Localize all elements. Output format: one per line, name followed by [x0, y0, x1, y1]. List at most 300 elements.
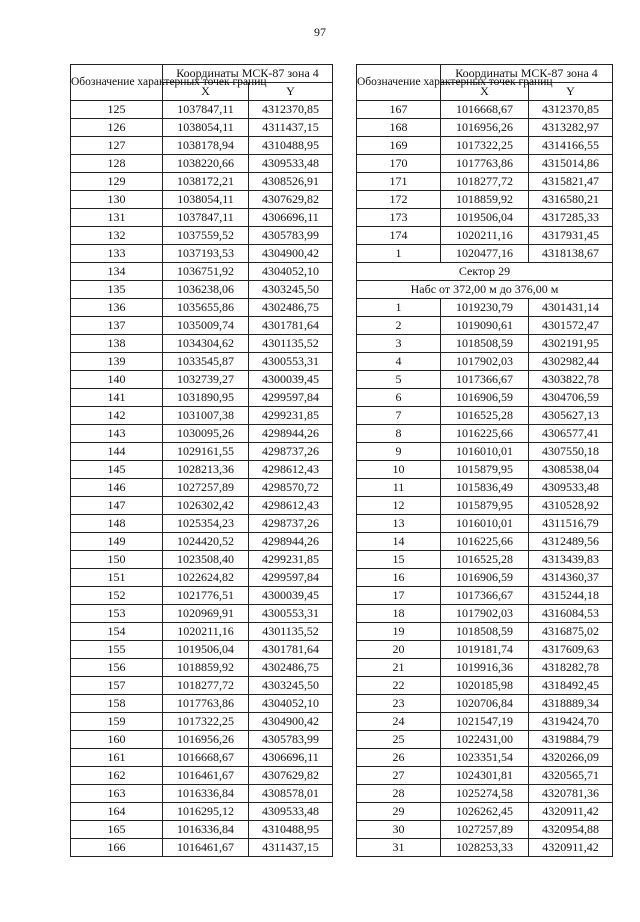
- x-coordinate-cell: 1018508,59: [441, 623, 529, 641]
- point-id-cell: 11: [357, 479, 441, 497]
- x-coordinate-cell: 1035009,74: [163, 317, 249, 335]
- table-row: [357, 533, 613, 551]
- table-row: [71, 821, 333, 839]
- x-coordinate-cell: 1027257,89: [163, 479, 249, 497]
- y-coordinate-cell: 4319424,70: [529, 713, 613, 731]
- point-id-cell: 144: [71, 443, 163, 461]
- point-id-cell: 142: [71, 407, 163, 425]
- table-row: [71, 119, 333, 137]
- x-coordinate-cell: 1019916,36: [441, 659, 529, 677]
- y-coordinate-cell: 4315014,86: [529, 155, 613, 173]
- table-row: [71, 281, 333, 299]
- table-row: [357, 839, 613, 857]
- x-coordinate-cell: 1020211,16: [441, 227, 529, 245]
- point-id-cell: 4: [357, 353, 441, 371]
- y-coordinate-cell: 4317931,45: [529, 227, 613, 245]
- x-coordinate-cell: 1036238,06: [163, 281, 249, 299]
- table-row: [357, 641, 613, 659]
- x-coordinate-cell: 1028213,36: [163, 461, 249, 479]
- point-id-cell: 141: [71, 389, 163, 407]
- sector-title-row: [357, 263, 613, 281]
- x-coordinate-cell: 1017366,67: [441, 587, 529, 605]
- table-row: [71, 317, 333, 335]
- x-coordinate-cell: 1017322,25: [163, 713, 249, 731]
- x-coordinate-cell: 1018859,92: [441, 191, 529, 209]
- point-id-cell: 8: [357, 425, 441, 443]
- x-coordinate-cell: 1029161,55: [163, 443, 249, 461]
- y-coordinate-cell: 4307629,82: [249, 191, 333, 209]
- point-id-cell: 166: [71, 839, 163, 857]
- table-row: [357, 389, 613, 407]
- y-coordinate-cell: 4317285,33: [529, 209, 613, 227]
- point-id-cell: 5: [357, 371, 441, 389]
- y-coordinate-cell: 4320565,71: [529, 767, 613, 785]
- point-id-cell: 173: [357, 209, 441, 227]
- point-id-cell: 165: [71, 821, 163, 839]
- table-row: [71, 371, 333, 389]
- x-coordinate-cell: 1016336,84: [163, 821, 249, 839]
- point-id-cell: 130: [71, 191, 163, 209]
- y-coordinate-cell: 4303245,50: [249, 677, 333, 695]
- point-id-cell: 162: [71, 767, 163, 785]
- x-coordinate-cell: 1033545,87: [163, 353, 249, 371]
- y-coordinate-cell: 4302982,44: [529, 353, 613, 371]
- x-coordinate-cell: 1034304,62: [163, 335, 249, 353]
- table-row: [357, 785, 613, 803]
- x-coordinate-cell: 1016668,67: [163, 749, 249, 767]
- x-coordinate-cell: 1025354,23: [163, 515, 249, 533]
- table-row: [357, 659, 613, 677]
- table-row: [357, 461, 613, 479]
- x-coordinate-cell: 1017902,03: [441, 353, 529, 371]
- table-row: [71, 497, 333, 515]
- table-row: [71, 569, 333, 587]
- table-row: [357, 191, 613, 209]
- y-coordinate-cell: 4300039,45: [249, 371, 333, 389]
- table-row: [71, 173, 333, 191]
- point-id-cell: 24: [357, 713, 441, 731]
- y-coordinate-cell: 4310528,92: [529, 497, 613, 515]
- table-row: [357, 551, 613, 569]
- x-coordinate-cell: 1018859,92: [163, 659, 249, 677]
- point-id-cell: 143: [71, 425, 163, 443]
- x-coordinate-cell: 1016525,28: [441, 407, 529, 425]
- y-coordinate-cell: 4301781,64: [249, 641, 333, 659]
- y-coordinate-cell: 4320911,42: [529, 803, 613, 821]
- point-id-cell: 172: [357, 191, 441, 209]
- y-coordinate-cell: 4320781,36: [529, 785, 613, 803]
- table-row: [71, 533, 333, 551]
- point-id-cell: 26: [357, 749, 441, 767]
- x-coordinate-cell: 1035655,86: [163, 299, 249, 317]
- table-row: [357, 155, 613, 173]
- y-coordinate-cell: 4307629,82: [249, 767, 333, 785]
- y-coordinate-cell: 4303822,78: [529, 371, 613, 389]
- x-coordinate-cell: 1017763,86: [441, 155, 529, 173]
- x-coordinate-cell: 1016336,84: [163, 785, 249, 803]
- x-coordinate-cell: 1018508,59: [441, 335, 529, 353]
- y-coordinate-cell: 4318889,34: [529, 695, 613, 713]
- point-id-cell: 19: [357, 623, 441, 641]
- y-coordinate-cell: 4305783,99: [249, 731, 333, 749]
- y-coordinate-cell: 4307550,18: [529, 443, 613, 461]
- point-id-cell: 158: [71, 695, 163, 713]
- coords-header: Координаты МСК-87 зона 4: [163, 65, 333, 83]
- y-coordinate-cell: 4312370,85: [249, 101, 333, 119]
- y-coordinate-cell: 4306696,11: [249, 749, 333, 767]
- table-row: [357, 227, 613, 245]
- table-row: [357, 335, 613, 353]
- point-id-cell: 146: [71, 479, 163, 497]
- point-id-cell: 170: [357, 155, 441, 173]
- table-row: [357, 497, 613, 515]
- point-id-cell: 21: [357, 659, 441, 677]
- x-coordinate-cell: 1037847,11: [163, 101, 249, 119]
- x-coordinate-cell: 1020969,91: [163, 605, 249, 623]
- point-id-cell: 23: [357, 695, 441, 713]
- table-row: [357, 587, 613, 605]
- table-row: [357, 137, 613, 155]
- point-id-cell: 1: [357, 245, 441, 263]
- point-id-cell: 22: [357, 677, 441, 695]
- point-id-cell: 17: [357, 587, 441, 605]
- point-label-header: Обозначение характерных точек границ: [71, 65, 163, 101]
- table-row: [71, 461, 333, 479]
- point-id-cell: 2: [357, 317, 441, 335]
- y-coordinate-cell: 4311437,15: [249, 119, 333, 137]
- y-coordinate-cell: 4298944,26: [249, 425, 333, 443]
- y-coordinate-cell: 4298737,26: [249, 515, 333, 533]
- y-coordinate-cell: 4316875,02: [529, 623, 613, 641]
- y-coordinate-cell: 4304052,10: [249, 695, 333, 713]
- table-row: [71, 749, 333, 767]
- y-coordinate-cell: 4299231,85: [249, 551, 333, 569]
- table-row: [357, 119, 613, 137]
- table-row: [357, 749, 613, 767]
- y-coordinate-cell: 4300553,31: [249, 353, 333, 371]
- point-id-cell: 132: [71, 227, 163, 245]
- point-id-cell: 125: [71, 101, 163, 119]
- point-id-cell: 15: [357, 551, 441, 569]
- x-coordinate-cell: 1016525,28: [441, 551, 529, 569]
- x-coordinate-cell: 1016906,59: [441, 569, 529, 587]
- table-row: [71, 263, 333, 281]
- y-coordinate-cell: 4311437,15: [249, 839, 333, 857]
- y-coordinate-cell: 4299231,85: [249, 407, 333, 425]
- x-coordinate-cell: 1019090,61: [441, 317, 529, 335]
- y-coordinate-cell: 4298737,26: [249, 443, 333, 461]
- x-coordinate-cell: 1026262,45: [441, 803, 529, 821]
- x-coordinate-cell: 1032739,27: [163, 371, 249, 389]
- table-row: [71, 803, 333, 821]
- table-row: [357, 677, 613, 695]
- table-row: [71, 695, 333, 713]
- y-coordinate-cell: 4320266,09: [529, 749, 613, 767]
- x-coordinate-cell: 1019181,74: [441, 641, 529, 659]
- table-row: [357, 245, 613, 263]
- point-id-cell: 3: [357, 335, 441, 353]
- point-id-cell: 134: [71, 263, 163, 281]
- x-coordinate-cell: 1019230,79: [441, 299, 529, 317]
- point-id-cell: 150: [71, 551, 163, 569]
- table-row: [71, 713, 333, 731]
- x-coordinate-cell: 1030095,26: [163, 425, 249, 443]
- right-coordinates-table: [356, 64, 613, 857]
- y-coordinate-cell: 4313439,83: [529, 551, 613, 569]
- table-row: [71, 407, 333, 425]
- x-coordinate-cell: 1016906,59: [441, 389, 529, 407]
- y-coordinate-cell: 4313282,97: [529, 119, 613, 137]
- point-id-cell: 171: [357, 173, 441, 191]
- y-coordinate-cell: 4300553,31: [249, 605, 333, 623]
- table-row: [71, 155, 333, 173]
- table-row: [71, 227, 333, 245]
- x-coordinate-cell: 1019506,04: [163, 641, 249, 659]
- table-row: [357, 515, 613, 533]
- point-id-cell: 18: [357, 605, 441, 623]
- y-coordinate-cell: 4298612,43: [249, 461, 333, 479]
- x-coordinate-cell: 1015836,49: [441, 479, 529, 497]
- table-row: [71, 731, 333, 749]
- y-coordinate-cell: 4302486,75: [249, 659, 333, 677]
- x-coordinate-cell: 1023351,54: [441, 749, 529, 767]
- point-id-cell: 147: [71, 497, 163, 515]
- x-coordinate-cell: 1027257,89: [441, 821, 529, 839]
- x-coordinate-cell: 1022431,00: [441, 731, 529, 749]
- point-id-cell: 149: [71, 533, 163, 551]
- y-coordinate-cell: 4299597,84: [249, 569, 333, 587]
- table-row: [357, 767, 613, 785]
- x-coordinate-cell: 1020185,98: [441, 677, 529, 695]
- y-coordinate-cell: 4310488,95: [249, 821, 333, 839]
- x-coordinate-cell: 1038178,94: [163, 137, 249, 155]
- point-id-cell: 164: [71, 803, 163, 821]
- point-id-cell: 145: [71, 461, 163, 479]
- point-id-cell: 153: [71, 605, 163, 623]
- x-coordinate-cell: 1017763,86: [163, 695, 249, 713]
- point-id-cell: 156: [71, 659, 163, 677]
- point-id-cell: 9: [357, 443, 441, 461]
- table-row: [357, 299, 613, 317]
- x-coordinate-cell: 1016668,67: [441, 101, 529, 119]
- point-id-cell: 133: [71, 245, 163, 263]
- x-coordinate-cell: 1018277,72: [163, 677, 249, 695]
- table-row: [357, 569, 613, 587]
- y-coordinate-cell: 4318492,45: [529, 677, 613, 695]
- table-row: [357, 209, 613, 227]
- y-coordinate-cell: 4308538,04: [529, 461, 613, 479]
- table-row: [71, 587, 333, 605]
- point-id-cell: 137: [71, 317, 163, 335]
- x-coordinate-cell: 1017366,67: [441, 371, 529, 389]
- point-id-cell: 1: [357, 299, 441, 317]
- y-coordinate-cell: 4304706,59: [529, 389, 613, 407]
- table-row: [71, 515, 333, 533]
- point-id-cell: 148: [71, 515, 163, 533]
- y-coordinate-cell: 4318138,67: [529, 245, 613, 263]
- x-coordinate-cell: 1016010,01: [441, 515, 529, 533]
- point-id-cell: 169: [357, 137, 441, 155]
- y-coordinate-cell: 4304900,42: [249, 713, 333, 731]
- y-header: Y: [529, 83, 613, 101]
- point-id-cell: 160: [71, 731, 163, 749]
- table-row: [357, 803, 613, 821]
- y-coordinate-cell: 4303245,50: [249, 281, 333, 299]
- x-coordinate-cell: 1016461,67: [163, 767, 249, 785]
- y-coordinate-cell: 4302191,95: [529, 335, 613, 353]
- point-id-cell: 27: [357, 767, 441, 785]
- x-coordinate-cell: 1017322,25: [441, 137, 529, 155]
- point-id-cell: 131: [71, 209, 163, 227]
- table-row: [71, 353, 333, 371]
- table-row: [357, 101, 613, 119]
- x-coordinate-cell: 1031007,38: [163, 407, 249, 425]
- x-coordinate-cell: 1025274,58: [441, 785, 529, 803]
- x-coordinate-cell: 1038220,66: [163, 155, 249, 173]
- table-row: [357, 407, 613, 425]
- x-coordinate-cell: 1023508,40: [163, 551, 249, 569]
- y-coordinate-cell: 4311516,79: [529, 515, 613, 533]
- table-row: [357, 713, 613, 731]
- x-coordinate-cell: 1038054,11: [163, 119, 249, 137]
- table-row: [357, 695, 613, 713]
- y-coordinate-cell: 4306577,41: [529, 425, 613, 443]
- x-coordinate-cell: 1017902,03: [441, 605, 529, 623]
- y-coordinate-cell: 4318282,78: [529, 659, 613, 677]
- table-row: [71, 659, 333, 677]
- point-id-cell: 12: [357, 497, 441, 515]
- point-id-cell: 174: [357, 227, 441, 245]
- point-id-cell: 167: [357, 101, 441, 119]
- table-row: [71, 551, 333, 569]
- left-coordinates-table: [70, 64, 333, 857]
- table-row: [71, 767, 333, 785]
- point-id-cell: 157: [71, 677, 163, 695]
- x-coordinate-cell: 1038054,11: [163, 191, 249, 209]
- point-id-cell: 25: [357, 731, 441, 749]
- y-coordinate-cell: 4309533,48: [249, 803, 333, 821]
- table-row: [71, 641, 333, 659]
- point-id-cell: 155: [71, 641, 163, 659]
- y-coordinate-cell: 4316580,21: [529, 191, 613, 209]
- x-coordinate-cell: 1015879,95: [441, 461, 529, 479]
- y-coordinate-cell: 4312370,85: [529, 101, 613, 119]
- x-coordinate-cell: 1028253,33: [441, 839, 529, 857]
- x-coordinate-cell: 1037847,11: [163, 209, 249, 227]
- y-coordinate-cell: 4310488,95: [249, 137, 333, 155]
- table-row: [357, 317, 613, 335]
- table-row: [71, 191, 333, 209]
- y-coordinate-cell: 4301572,47: [529, 317, 613, 335]
- x-coordinate-cell: 1016295,12: [163, 803, 249, 821]
- point-id-cell: 129: [71, 173, 163, 191]
- table-row: [357, 623, 613, 641]
- point-id-cell: 161: [71, 749, 163, 767]
- table-row: [71, 623, 333, 641]
- table-row: [357, 605, 613, 623]
- x-coordinate-cell: 1016010,01: [441, 443, 529, 461]
- x-coordinate-cell: 1018277,72: [441, 173, 529, 191]
- table-row: [357, 371, 613, 389]
- point-id-cell: 168: [357, 119, 441, 137]
- y-coordinate-cell: 4305627,13: [529, 407, 613, 425]
- table-row: [357, 821, 613, 839]
- point-id-cell: 10: [357, 461, 441, 479]
- table-row: [71, 605, 333, 623]
- point-id-cell: 163: [71, 785, 163, 803]
- point-label-header: Обозначение характерных точек границ: [357, 65, 441, 101]
- point-id-cell: 139: [71, 353, 163, 371]
- x-coordinate-cell: 1038172,21: [163, 173, 249, 191]
- y-coordinate-cell: 4298612,43: [249, 497, 333, 515]
- point-id-cell: 128: [71, 155, 163, 173]
- x-coordinate-cell: 1037193,53: [163, 245, 249, 263]
- point-id-cell: 136: [71, 299, 163, 317]
- x-coordinate-cell: 1026302,42: [163, 497, 249, 515]
- table-row: [71, 839, 333, 857]
- y-coordinate-cell: 4301781,64: [249, 317, 333, 335]
- page-number: 97: [314, 25, 326, 39]
- table-row: [71, 245, 333, 263]
- sector-height-row: [357, 281, 613, 299]
- x-coordinate-cell: 1021547,19: [441, 713, 529, 731]
- table-row: [71, 335, 333, 353]
- y-coordinate-cell: 4309533,48: [249, 155, 333, 173]
- table-row: [357, 425, 613, 443]
- y-coordinate-cell: 4298570,72: [249, 479, 333, 497]
- x-coordinate-cell: 1022624,82: [163, 569, 249, 587]
- y-coordinate-cell: 4315244,18: [529, 587, 613, 605]
- y-coordinate-cell: 4309533,48: [529, 479, 613, 497]
- y-coordinate-cell: 4302486,75: [249, 299, 333, 317]
- y-coordinate-cell: 4301431,14: [529, 299, 613, 317]
- table-row: [71, 785, 333, 803]
- table-row: [357, 173, 613, 191]
- x-header: X: [441, 83, 529, 101]
- x-coordinate-cell: 1016956,26: [441, 119, 529, 137]
- point-id-cell: 29: [357, 803, 441, 821]
- table-row: [71, 425, 333, 443]
- point-id-cell: 31: [357, 839, 441, 857]
- point-id-cell: 6: [357, 389, 441, 407]
- point-id-cell: 151: [71, 569, 163, 587]
- point-id-cell: 159: [71, 713, 163, 731]
- y-coordinate-cell: 4306696,11: [249, 209, 333, 227]
- y-coordinate-cell: 4300039,45: [249, 587, 333, 605]
- x-coordinate-cell: 1019506,04: [441, 209, 529, 227]
- table-row: [357, 353, 613, 371]
- y-coordinate-cell: 4319884,79: [529, 731, 613, 749]
- y-coordinate-cell: 4317609,63: [529, 641, 613, 659]
- x-coordinate-cell: 1016956,26: [163, 731, 249, 749]
- y-coordinate-cell: 4301135,52: [249, 335, 333, 353]
- point-id-cell: 16: [357, 569, 441, 587]
- x-coordinate-cell: 1031890,95: [163, 389, 249, 407]
- sector-title: Сектор 29: [357, 263, 613, 281]
- x-coordinate-cell: 1024301,81: [441, 767, 529, 785]
- x-coordinate-cell: 1024420,52: [163, 533, 249, 551]
- table-row: [71, 389, 333, 407]
- x-coordinate-cell: 1037559,52: [163, 227, 249, 245]
- x-coordinate-cell: 1015879,95: [441, 497, 529, 515]
- table-row: [71, 299, 333, 317]
- y-coordinate-cell: 4320954,88: [529, 821, 613, 839]
- table-row: [357, 479, 613, 497]
- y-coordinate-cell: 4299597,84: [249, 389, 333, 407]
- table-row: [357, 443, 613, 461]
- x-coordinate-cell: 1020706,84: [441, 695, 529, 713]
- point-id-cell: 28: [357, 785, 441, 803]
